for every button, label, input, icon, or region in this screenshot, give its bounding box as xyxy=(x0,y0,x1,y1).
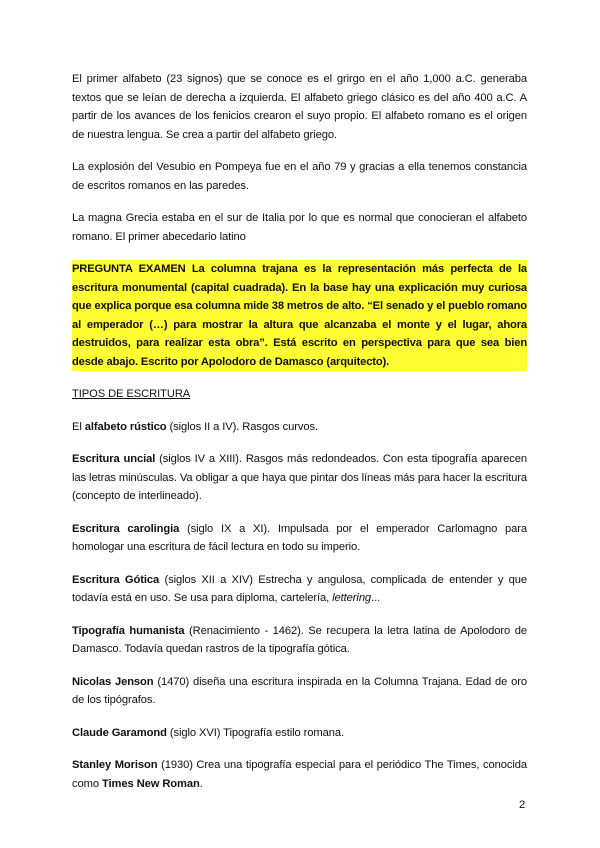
entry-term: Stanley Morison xyxy=(72,759,158,771)
entry-alfabeto-rustico xyxy=(72,418,527,437)
entry-stanley-morison xyxy=(72,756,527,793)
entry-text: (1470) diseña una escritura inspirada en la Columna Trajana. Edad de oro de los tipógrafos. xyxy=(72,675,527,706)
entry-term: Claude Garamond xyxy=(72,726,167,739)
entry-suffix: . xyxy=(199,777,203,790)
entry-term: Escritura Gótica xyxy=(72,573,160,586)
entry-prefix: El xyxy=(72,420,85,433)
entry-escritura-carolingia xyxy=(72,520,527,557)
paragraph-magna-grecia: La magna Grecia estaba en el sur de Italia por lo que es normal que conocieran el alfabeto romano. El primer abecedario latino xyxy=(72,212,527,243)
entry-term: Tipografía humanista xyxy=(72,624,185,637)
entry-text: (siglo IX a XI). Impulsada por el emperador Carlomagno para homologar una escritura de fácil lectura en todo su imperio. xyxy=(72,522,527,553)
paragraph-alfabeto: El primer alfabeto (23 signos) que se conoce es el grirgo en el año 1,000 a.C. generaba textos que se leían de derecha a izquierda. El alfabeto griego clásico es del año 400 a.C. A partir de los avances de los fenicios crearon el suyo propio. El alfabeto romano es el origen de nuestra lengua. Se crea a partir del alfabeto griego. xyxy=(72,73,527,141)
section-heading: TIPOS DE ESCRITURA xyxy=(72,388,191,400)
entry-text: (siglos II a IV). Rasgos curvos. xyxy=(166,420,318,433)
entry-suffix: ... xyxy=(371,592,381,604)
paragraph-vesubio: La explosión del Vesubio en Pompeya fue en el año 79 y gracias a ella tenemos constancia de escritos romanos en las paredes. xyxy=(72,161,527,192)
entry-italic: lettering xyxy=(332,592,372,604)
entry-term: Nicolas Jenson xyxy=(72,675,154,688)
entry-text: (Renacimiento - 1462). Se recupera la letra latina de Apolodoro de Damasco. Todavía quedan rastros de la tipografía gótica. xyxy=(72,624,527,655)
entry-text: (siglos IV a XIII). Rasgos más redondeados. Con esta tipografía aparecen las letras minúsculas. Va obligar a que haya que pintar dos líneas más para hacer la escritura (concepto de interlineado). xyxy=(72,453,528,502)
page-number: 2 xyxy=(519,799,526,811)
entry-text: (siglo XVI) Tipografía estilo romana. xyxy=(166,726,345,739)
entry-term: Escritura uncial xyxy=(72,453,156,465)
entry-term-times: Times New Roman xyxy=(101,777,200,790)
document-page xyxy=(72,70,527,807)
entry-escritura-uncial xyxy=(72,450,527,506)
entry-escritura-gotica xyxy=(72,571,527,608)
exam-highlight-note xyxy=(72,260,527,371)
entry-term: Escritura carolingia xyxy=(72,522,180,535)
entry-term: alfabeto rústico xyxy=(84,420,167,433)
entry-nicolas-jenson xyxy=(72,673,527,710)
entry-text: (siglos XII a XIV) Estrecha y angulosa, complicada de entender y que todavía está en uso. Se usa para diploma, cartelería, xyxy=(72,573,527,604)
exam-note-text: PREGUNTA EXAMEN La columna trajana es la representación más perfecta de la escritura monumental (capital cuadrada). En la base hay una explicación muy curiosa que explica porque esa columna mide 38 metros de alto. “El senado y el pueblo romano al emperador (…) para mostrar la altura que alcanzaba el monte y el lugar, ahora destruidos, para realizar esta obra”. Está escrito en perspectiva para que sea bien desde abajo. Escrito por Apolodoro de Damasco (arquitecto). xyxy=(72,263,527,368)
entry-claude-garamond xyxy=(72,724,527,743)
entry-text: (1930) Crea una tipografía especial para el periódico The Times, conocida como xyxy=(72,759,527,790)
entry-tipografia-humanista xyxy=(72,622,527,659)
